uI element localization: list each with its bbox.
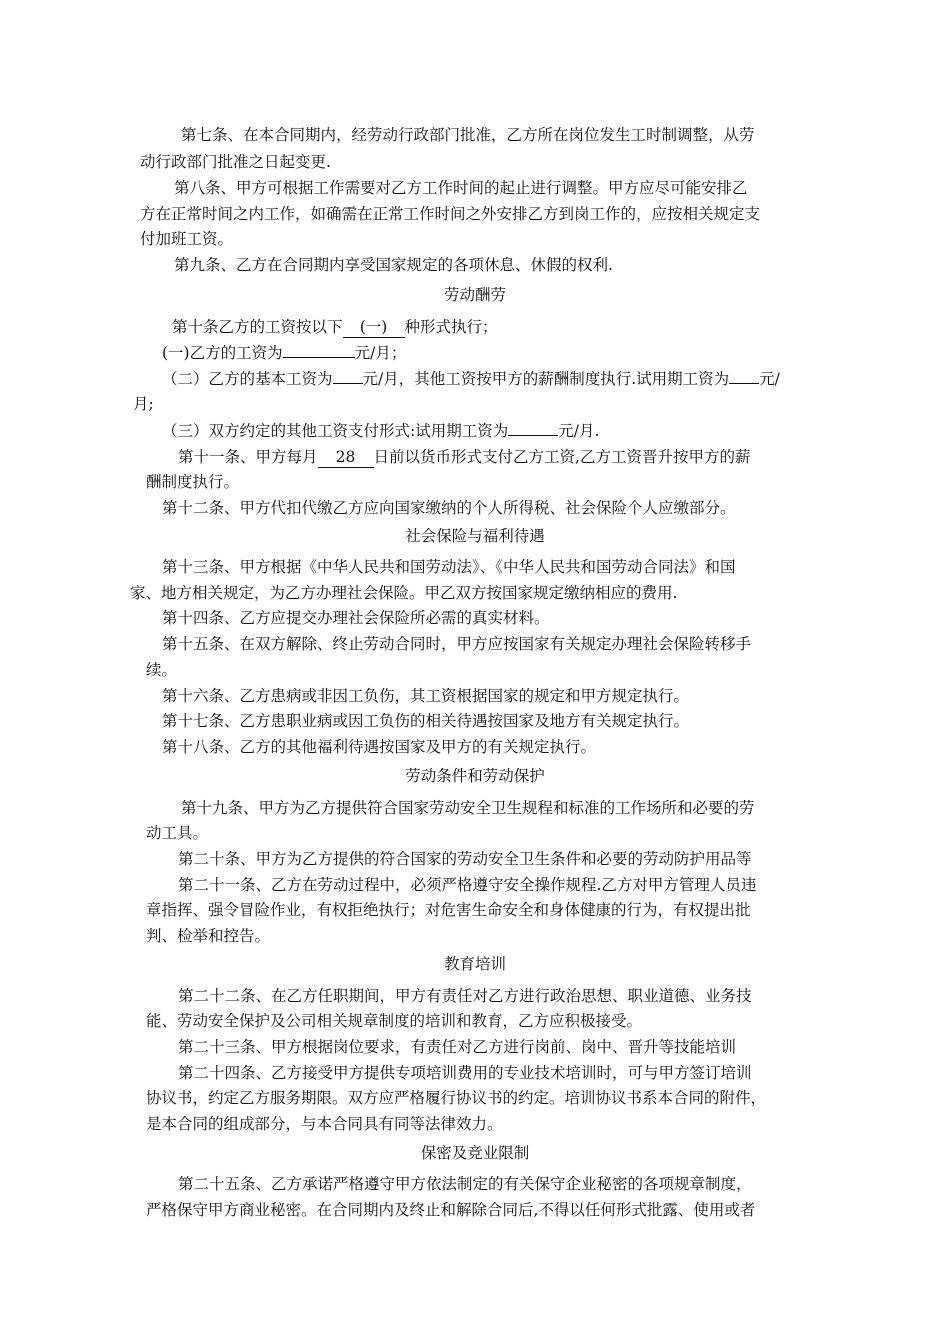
article-10-item-2 bbox=[162, 368, 780, 390]
pay-form-blank: (一) bbox=[343, 318, 405, 338]
article-10-line-1 bbox=[172, 316, 498, 338]
article-12-line-1: 第十二条、甲方代扣代缴乙方应向国家缴纳的个人所得税、社会保险个人应缴部分。 bbox=[162, 499, 736, 517]
article-22-line-2: 能、劳动安全保护及公司相关规章制度的培训和教育，乙方应积极接受。 bbox=[146, 1012, 643, 1030]
article-10-item-1 bbox=[162, 342, 406, 364]
article-8-line-3: 付加班工资。 bbox=[140, 230, 234, 248]
section-heading-insurance: 社会保险与福利待遇 bbox=[405, 527, 545, 545]
article-10-prefix: 第十条乙方的工资按以下 bbox=[172, 318, 343, 336]
article-21-line-3: 判、检举和控告。 bbox=[146, 927, 271, 945]
item-3-suffix: 元/月. bbox=[558, 422, 600, 440]
article-11-prefix: 第十一条、甲方每月 bbox=[178, 448, 318, 466]
article-15-line-2: 续。 bbox=[146, 661, 178, 679]
article-11-line-1 bbox=[178, 446, 750, 468]
article-11-suffix: 日前以货币形式支付乙方工资,乙方工资晋升按甲方的薪 bbox=[373, 448, 751, 466]
article-24-line-2: 协议书，约定乙方服务期限。双方应严格履行协议书的约定。培训协议书系本合同的附件， bbox=[146, 1089, 767, 1107]
other-probation-wage-blank bbox=[508, 435, 558, 436]
section-heading-protection: 劳动条件和劳动保护 bbox=[405, 767, 545, 785]
article-13-line-1: 第十三条、甲方根据《中华人民共和国劳动法》、《中华人民共和国劳动合同法》和国 bbox=[162, 558, 736, 576]
pay-day-blank: 28 bbox=[318, 448, 374, 468]
article-21-line-1: 第二十一条、乙方在劳动过程中，必须严格遵守安全操作规程.乙方对甲方管理人员违 bbox=[178, 876, 757, 894]
article-19-line-2: 动工具。 bbox=[146, 824, 209, 842]
article-22-line-1: 第二十二条、在乙方任职期间，甲方有责任对乙方进行政治思想、职业道德、业务技 bbox=[178, 987, 752, 1005]
article-25-line-1: 第二十五条、乙方承诺严格遵守甲方依法制定的有关保守企业秘密的各项规章制度， bbox=[178, 1175, 752, 1193]
article-8-line-2: 方在正常时间之内工作，如确需在正常工作时间之外安排乙方到岗工作的，应按相关规定支 bbox=[140, 205, 761, 223]
article-13-line-2: 家、地方相关规定，为乙方办理社会保险。甲乙双方按国家规定缴纳相应的费用. bbox=[130, 584, 678, 602]
article-18-line-1: 第十八条、乙方的其他福利待遇按国家及甲方的有关规定执行。 bbox=[162, 738, 597, 756]
section-heading-confidential: 保密及竞业限制 bbox=[420, 1144, 530, 1162]
article-21-line-2: 章指挥、强令冒险作业，有权拒绝执行；对危害生命安全和身体健康的行为，有权提出批 bbox=[146, 901, 751, 919]
article-16-line-1: 第十六条、乙方患病或非因工负伤，其工资根据国家的规定和甲方规定执行。 bbox=[162, 687, 690, 705]
base-wage-blank bbox=[333, 383, 363, 384]
item-2-prefix: （二）乙方的基本工资为 bbox=[162, 370, 333, 388]
article-23-line-1: 第二十三条、甲方根据岗位要求，有责任对乙方进行岗前、岗中、晋升等技能培训 bbox=[178, 1038, 737, 1056]
article-24-line-3: 是本合同的组成部分，与本合同具有同等法律效力。 bbox=[146, 1115, 503, 1133]
article-24-line-1: 第二十四条、乙方接受甲方提供专项培训费用的专业技术培训时，可与甲方签订培训 bbox=[178, 1064, 752, 1082]
monthly-wage-blank bbox=[283, 357, 355, 358]
article-11-line-2: 酬制度执行。 bbox=[146, 473, 240, 491]
item-1-prefix: (一)乙方的工资为 bbox=[162, 344, 283, 362]
probation-wage-blank bbox=[729, 383, 759, 384]
item-1-suffix: 元/月； bbox=[354, 344, 407, 362]
article-15-line-1: 第十五条、在双方解除、终止劳动合同时，甲方应按国家有关规定办理社会保险转移手 bbox=[162, 635, 752, 653]
article-10-item-3 bbox=[162, 420, 599, 442]
item-2-mid: 元/月，其他工资按甲方的薪酬制度执行.试用期工资为 bbox=[362, 370, 730, 388]
article-9-line-1: 第九条、乙方在合同期内享受国家规定的各项休息、休假的权利. bbox=[174, 256, 613, 274]
article-10-suffix: 种形式执行； bbox=[404, 318, 498, 336]
article-7-line-2: 动行政部门批准之日起变更. bbox=[140, 153, 331, 171]
item-3-prefix: （三）双方约定的其他工资支付形式:试用期工资为 bbox=[162, 422, 509, 440]
section-heading-training: 教育培训 bbox=[443, 955, 506, 973]
article-8-line-1: 第八条、甲方可根据工作需要对乙方工作时间的起止进行调整。甲方应尽可能安排乙 bbox=[174, 179, 748, 197]
article-19-line-1: 第十九条、甲方为乙方提供符合国家劳动安全卫生规程和标准的工作场所和必要的劳 bbox=[181, 799, 755, 817]
article-7-line-1: 第七条、在本合同期内，经劳动行政部门批准，乙方所在岗位发生工时制调整，从劳 bbox=[181, 126, 755, 144]
article-14-line-1: 第十四条、乙方应提交办理社会保险所必需的真实材料。 bbox=[162, 609, 550, 627]
article-17-line-1: 第十七条、乙方患职业病或因工负伤的相关待遇按国家及地方有关规定执行。 bbox=[162, 712, 690, 730]
item-2-suffix: 元/ bbox=[759, 370, 780, 388]
article-25-line-2: 严格保守甲方商业秘密。在合同期内及终止和解除合同后,不得以任何形式批露、使用或者 bbox=[146, 1201, 756, 1219]
article-20-line-1: 第二十条、甲方为乙方提供的符合国家的劳动安全卫生条件和必要的劳动防护用品等 bbox=[178, 850, 752, 868]
article-10-item-2-line-2: 月; bbox=[133, 395, 154, 413]
section-heading-pay: 劳动酬劳 bbox=[443, 286, 506, 304]
